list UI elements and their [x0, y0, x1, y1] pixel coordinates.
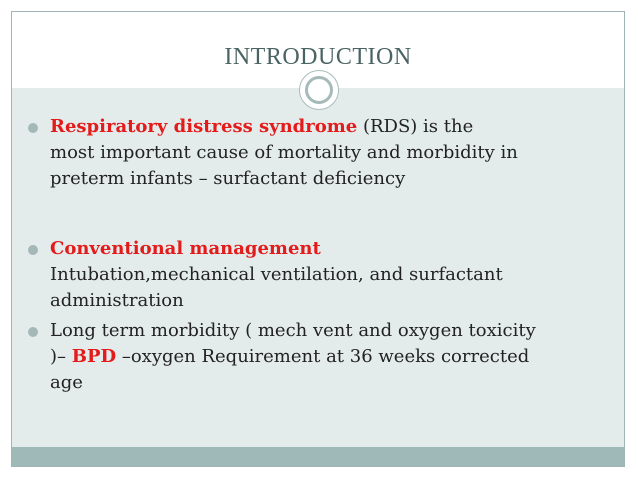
bottom-band	[12, 447, 624, 466]
bullet-line: Intubation,mechanical ventilation, and surfactant	[50, 264, 503, 285]
bullet-line: age	[50, 372, 83, 393]
bullet-line: most important cause of mortality and morbidity in	[50, 142, 518, 163]
highlight-term: BPD	[71, 346, 117, 367]
highlight-term: Conventional management	[50, 238, 321, 259]
bullet-icon	[28, 123, 38, 133]
bullet-line	[50, 344, 620, 370]
bullet-line-text: –oxygen Requirement at 36 weeks corrected	[116, 346, 530, 367]
bullet-line: preterm infants – surfactant deficiency	[50, 168, 406, 189]
bullet-icon	[28, 245, 38, 255]
page-title: INTRODUCTION	[224, 44, 412, 70]
ring-ornament	[299, 70, 339, 110]
bullet-icon	[28, 327, 38, 337]
bullet-line-text: )–	[50, 346, 72, 367]
highlight-term: Respiratory distress syndrome	[50, 116, 358, 137]
bullet-line: Long term morbidity ( mech vent and oxygen toxicity	[50, 320, 536, 341]
bullet-line-text: (RDS) is the	[357, 116, 474, 137]
content-area	[12, 88, 624, 447]
bullet-line: administration	[50, 290, 184, 311]
bullet-text-management	[50, 236, 620, 314]
bullet-line	[50, 114, 620, 140]
ring-ornament-inner	[305, 76, 333, 104]
bullet-text-rds	[50, 114, 620, 192]
bullet-text-morbidity	[50, 318, 620, 396]
